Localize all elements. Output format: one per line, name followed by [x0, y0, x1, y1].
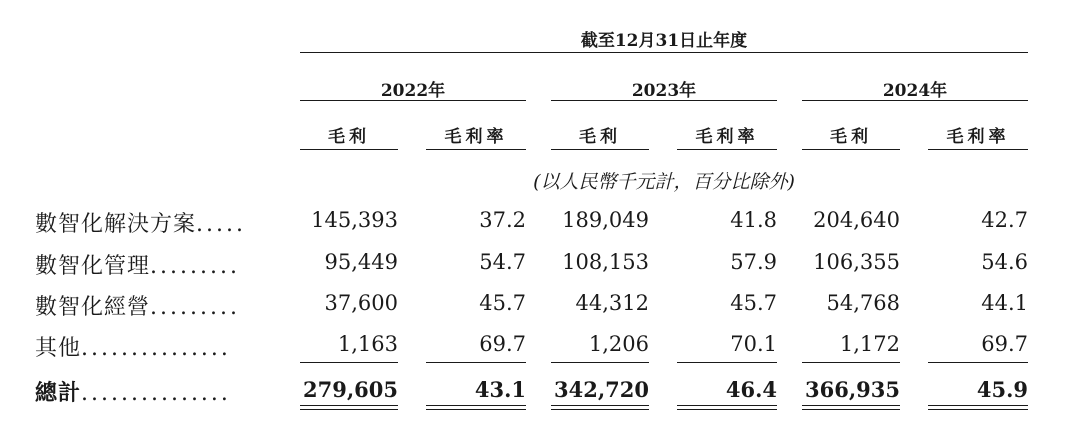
cell: 42.7 — [981, 208, 1028, 232]
year-underline-2023 — [551, 100, 777, 101]
cell: 69.7 — [479, 332, 526, 356]
year-underline-2022 — [300, 100, 526, 101]
leader-dots: ............... — [81, 336, 231, 361]
col-header-gross-profit-2024: 毛利 — [830, 127, 872, 147]
cell: 45.7 — [730, 291, 777, 315]
year-header-2024: 2024年 — [882, 81, 948, 101]
cell: 45.7 — [479, 291, 526, 315]
row-label-text: 數智化經營 — [35, 295, 151, 320]
col-underline-4 — [677, 149, 777, 150]
period-header: 截至12月31日止年度 — [580, 31, 748, 51]
col-header-gross-profit-2023: 毛利 — [579, 127, 621, 147]
row-label-text: 數智化管理 — [35, 254, 151, 279]
col-header-margin-2023: 毛利率 — [695, 127, 759, 147]
cell: 1,206 — [588, 332, 649, 356]
row-label-management — [35, 249, 240, 280]
row-label-text: 總計 — [35, 380, 82, 406]
year-underline-2024 — [802, 100, 1028, 101]
cell: 145,393 — [311, 208, 398, 232]
col-header-margin-2024: 毛利率 — [946, 127, 1010, 147]
subtotal-rule-2 — [426, 362, 526, 363]
cell: 70.1 — [730, 332, 777, 356]
total-double-rule-2 — [426, 405, 526, 410]
cell: 69.7 — [981, 332, 1028, 356]
total-double-rule-6 — [928, 405, 1028, 410]
total-cell: 279,605 — [303, 377, 398, 402]
total-cell: 46.4 — [725, 377, 777, 402]
total-cell: 366,935 — [805, 377, 900, 402]
subtotal-rule-6 — [928, 362, 1028, 363]
leader-dots: ............... — [81, 381, 231, 406]
col-header-margin-2022: 毛利率 — [444, 127, 508, 147]
row-label-others — [35, 331, 231, 362]
year-header-2023: 2023年 — [631, 81, 697, 101]
col-underline-1 — [300, 149, 398, 150]
total-double-rule-5 — [802, 405, 900, 410]
cell: 37.2 — [479, 208, 526, 232]
cell: 95,449 — [324, 250, 398, 274]
row-label-operations — [35, 290, 240, 321]
total-cell: 45.9 — [976, 377, 1028, 402]
cell: 106,355 — [813, 250, 900, 274]
col-underline-3 — [551, 149, 649, 150]
cell: 54.6 — [981, 250, 1028, 274]
cell: 41.8 — [730, 208, 777, 232]
leader-dots: ......... — [150, 254, 240, 279]
total-cell: 43.1 — [474, 377, 526, 402]
total-double-rule-4 — [677, 405, 777, 410]
cell: 44.1 — [981, 291, 1028, 315]
subtotal-rule-4 — [677, 362, 777, 363]
cell: 44,312 — [575, 291, 649, 315]
col-underline-6 — [928, 149, 1028, 150]
total-double-rule-1 — [300, 405, 398, 410]
year-header-2022: 2022年 — [380, 81, 446, 101]
row-label-text: 數智化解決方案 — [35, 212, 197, 237]
leader-dots: ..... — [196, 212, 246, 237]
col-underline-2 — [426, 149, 526, 150]
subtotal-rule-3 — [551, 362, 649, 363]
row-label-text: 其他 — [35, 336, 82, 361]
cell: 108,153 — [562, 250, 649, 274]
cell: 54.7 — [479, 250, 526, 274]
total-cell: 342,720 — [554, 377, 649, 402]
unit-note: (以人民幣千元計，百分比除外) — [533, 171, 795, 193]
cell: 54,768 — [826, 291, 900, 315]
leader-dots: ......... — [150, 295, 240, 320]
cell: 204,640 — [813, 208, 900, 232]
subtotal-rule-1 — [300, 362, 398, 363]
total-double-rule-3 — [551, 405, 649, 410]
cell: 1,163 — [337, 332, 398, 356]
cell: 57.9 — [730, 250, 777, 274]
col-header-gross-profit-2022: 毛利 — [328, 127, 370, 147]
col-underline-5 — [802, 149, 900, 150]
row-label-solutions — [35, 207, 246, 238]
cell: 37,600 — [324, 291, 398, 315]
row-label-total — [35, 376, 231, 407]
cell: 189,049 — [562, 208, 649, 232]
subtotal-rule-5 — [802, 362, 900, 363]
period-underline — [300, 52, 1028, 53]
cell: 1,172 — [839, 332, 900, 356]
